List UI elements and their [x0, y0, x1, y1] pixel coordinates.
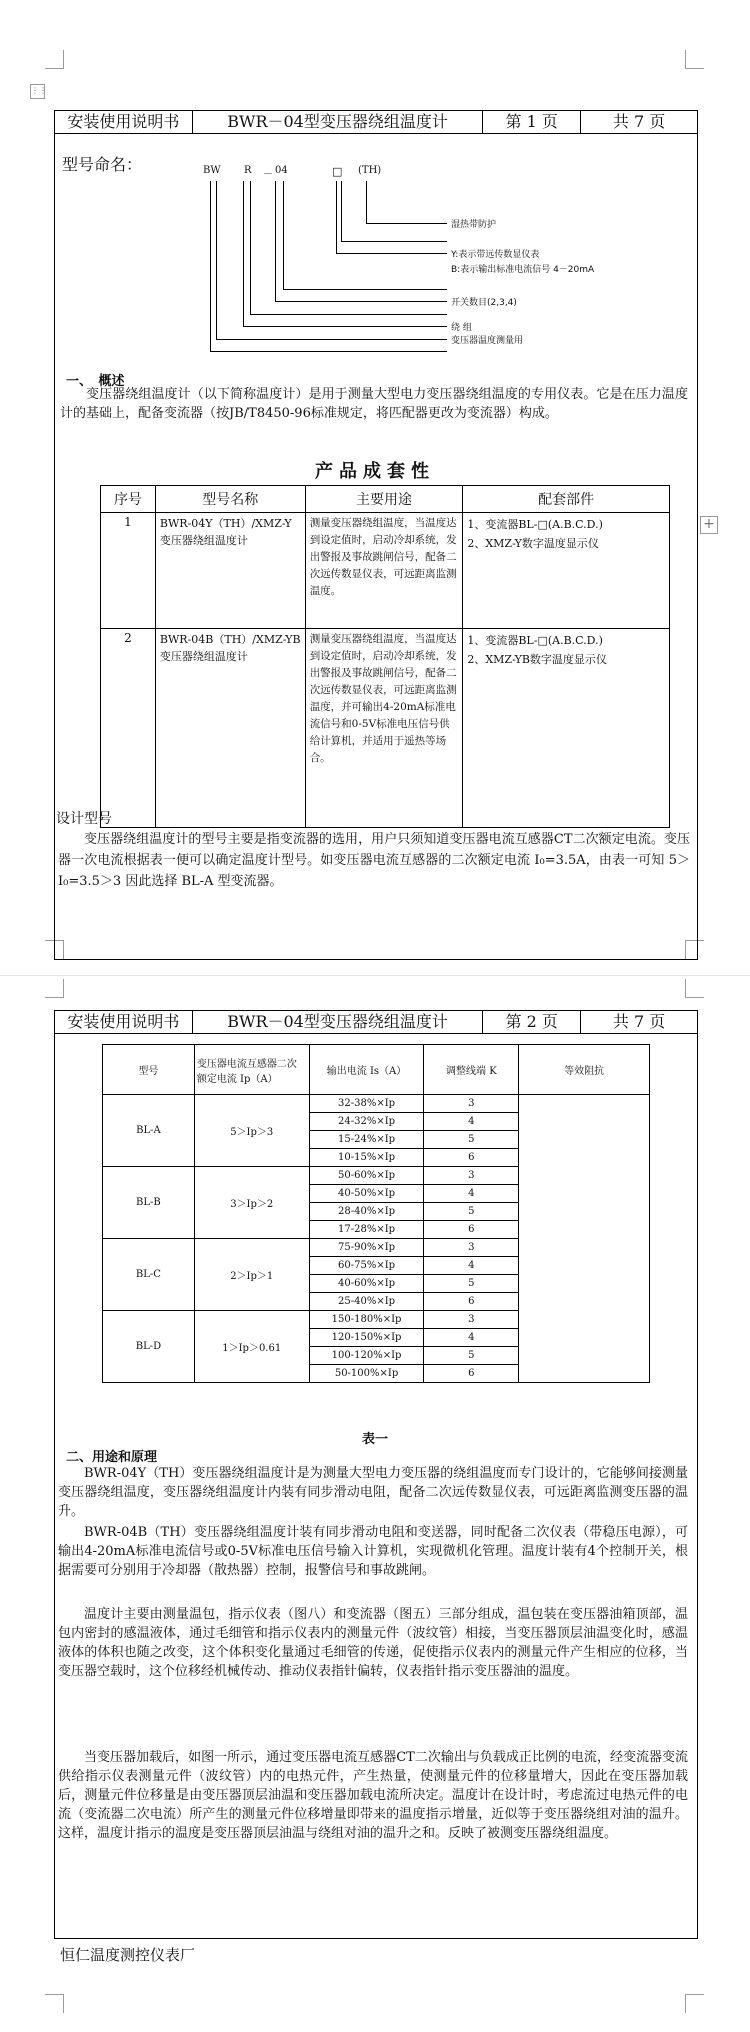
- output-cell: 40-50%×Ip: [309, 1185, 424, 1203]
- output-cell: 75-90%×Ip: [309, 1239, 424, 1257]
- page-total: 共 7 页: [612, 112, 666, 131]
- section2-para2: BWR-04B（TH）变压器绕组温度计装有同步滑动电阻和变送器，同时配备二次仪表（带稳压电源），可输出4-20mA标准电流信号或0-5V标准电压信号输入计算机，实现微机化管理。温度计装有4个控制开关，根据需要可分别用于冷却器（散热器）控制，报警信号和事故跳闸。: [58, 1525, 688, 1578]
- tree-line: [210, 351, 447, 353]
- add-row-button[interactable]: +: [700, 516, 718, 534]
- row-name: BWR-04B（TH）/XMZ-YB变压器绕组温度计: [155, 629, 305, 828]
- col-ct-current: 变压器电流互感器二次额定电流 Ip（A）: [194, 1045, 309, 1095]
- page-header: [54, 1010, 698, 1034]
- terminal-cell: 3: [424, 1167, 519, 1185]
- products-table: [100, 485, 670, 828]
- range-cell: 3＞Ip＞2: [194, 1167, 309, 1239]
- output-cell: 17-28%×Ip: [309, 1221, 424, 1239]
- page-number: 第 2 页: [483, 1011, 581, 1033]
- output-cell: 60-75%×Ip: [309, 1257, 424, 1275]
- product-title: BWR－04型变压器绕组温度计: [193, 1011, 484, 1033]
- range-cell: 2＞Ip＞1: [194, 1239, 309, 1311]
- output-cell: 50-100%×Ip: [309, 1365, 424, 1383]
- code-04: 04: [275, 165, 288, 176]
- tree-line: [341, 181, 344, 241]
- part-item: 1、变流器BL-□(A.B.C.D.): [467, 518, 603, 531]
- page-corner-mark: [685, 1994, 704, 2013]
- code-bw: BW: [203, 165, 221, 176]
- terminal-cell: 4: [424, 1257, 519, 1275]
- col-use: 主要用途: [305, 486, 463, 513]
- code-th: (TH): [358, 165, 382, 176]
- col-terminal: 调整线端 K: [424, 1045, 519, 1095]
- page-corner-mark: [45, 979, 64, 998]
- range-cell: 1＞Ip＞0.61: [194, 1311, 309, 1383]
- terminal-cell: 6: [424, 1365, 519, 1383]
- note-temperature: 变压器温度测量用: [451, 336, 524, 346]
- output-cell: 150-180%×Ip: [309, 1311, 424, 1329]
- code-dash: －: [263, 169, 273, 180]
- tree-line: [366, 181, 369, 223]
- model-cell: BL-A: [103, 1095, 195, 1167]
- product-title: BWR－04型变压器绕组温度计: [193, 111, 484, 133]
- row-use: 测量变压器绕组温度，当温度达到设定值时，启动冷却系统，发出警报及事故跳闸信号，配备二次远传数显仪表，可远距离监测温度。: [305, 513, 463, 629]
- row-parts: [463, 629, 670, 828]
- section2-para4: 当变压器加载后，如图一所示，通过变压器电流互感器CT二次输出与负载成正比例的电流，经变流器变流供给指示仪表测量元件（波纹管）内的电热元件，产生热量，使测量元件的位移量增大，因此在变压器加载后，测量元件位移量是由变压器顶层油温和变压器加载电流所决定。温度计在设计时，考虑流过电热元件的电流（变流器二次电流）所产生的测量元件位移增量即带来的温度指示增量，近似等于变压器绕组对油的温升。这样，温度计指示的温度是变压器顶层油温与绕组对油的温升之和。反映了被测变压器绕组温度。: [58, 1750, 688, 1841]
- row-name: BWR-04Y（TH）/XMZ-Y变压器绕组温度计: [155, 513, 305, 629]
- page-corner-mark: [685, 50, 704, 69]
- terminal-cell: 4: [424, 1185, 519, 1203]
- tree-line: [250, 314, 447, 316]
- range-cell: 5＞Ip＞3: [194, 1095, 309, 1167]
- terminal-cell: 5: [424, 1131, 519, 1149]
- row-parts: [463, 513, 670, 629]
- terminal-cell: 5: [424, 1203, 519, 1221]
- output-cell: 100-120%×Ip: [309, 1347, 424, 1365]
- table-header-row: [103, 1045, 650, 1095]
- row-no: 1: [101, 513, 156, 629]
- table-row: [101, 629, 670, 828]
- col-impedance: 等效阻抗: [519, 1045, 650, 1095]
- output-cell: 32-38%×Ip: [309, 1095, 424, 1113]
- tree-line: [283, 181, 286, 289]
- table-row: [103, 1095, 650, 1113]
- section2-para3: 温度计主要由测量温包，指示仪表（图八）和变流器（图五）三部分组成，温包装在变压器油箱顶部，温包内密封的感温液体，通过毛细管和指示仪表内的测量元件（波纹管）相接，当变压器顶层油温变化时，感温液体的体积也随之改变，这个体积变化量通过毛细管的传递，促使指示仪表内的测量元件产生相应的位移，当变压器空载时，这个位移经机械传动、推动仪表指针偏转，仪表指针指示变压器油的温度。: [58, 1607, 688, 1679]
- terminal-cell: 3: [424, 1239, 519, 1257]
- note-tropical: 湿热带防护: [451, 220, 497, 230]
- page-number: 第 1 页: [483, 111, 581, 133]
- tree-line: [341, 241, 447, 243]
- page-corner-mark: [45, 50, 64, 69]
- output-cell: 40-60%×Ip: [309, 1275, 424, 1293]
- part-item: 2、XMZ-YB数字温度显示仪: [467, 653, 607, 666]
- model-cell: BL-B: [103, 1167, 195, 1239]
- table-caption: 表一: [361, 1432, 388, 1447]
- table-header-row: [101, 486, 670, 513]
- code-r: R: [244, 165, 252, 176]
- note-y: Y:表示带远传数显仪表: [451, 250, 540, 260]
- tree-line: [275, 301, 447, 303]
- section1-text: 变压器绕组温度计（以下简称温度计）是用于测量大型电力变压器绕组温度的专用仪表。它是在压力温度计的基础上，配备变流器（按JB/T8450-96标准规定，将匹配器更改为变流器）构成。: [60, 387, 688, 421]
- model-cell: BL-D: [103, 1311, 195, 1383]
- tree-line: [336, 181, 339, 253]
- table-row: [101, 513, 670, 629]
- output-cell: 25-40%×Ip: [309, 1293, 424, 1311]
- terminal-cell: 3: [424, 1095, 519, 1113]
- document-page-2: [0, 975, 750, 2032]
- note-winding: 绕 组: [451, 323, 472, 333]
- tree-line: [216, 339, 447, 341]
- terminal-cell: 4: [424, 1329, 519, 1347]
- page-total: 共 7 页: [612, 1012, 666, 1031]
- table-move-handle-icon[interactable]: ⋮⋮: [30, 84, 45, 99]
- products-table-title: 产品成套性: [315, 461, 435, 482]
- note-b: B:表示输出标准电流信号 4－20mA: [451, 265, 595, 275]
- terminal-cell: 6: [424, 1293, 519, 1311]
- tree-line: [250, 181, 253, 314]
- section1-heading: 一、 概述: [66, 374, 125, 389]
- document-page-1: [0, 0, 750, 975]
- output-cell: 50-60%×Ip: [309, 1167, 424, 1185]
- terminal-cell: 5: [424, 1347, 519, 1365]
- page-corner-mark: [45, 1994, 64, 2013]
- naming-label: 型号命名：: [62, 155, 143, 174]
- page-header: [54, 110, 698, 134]
- company-footer: 恒仁温度测控仪表厂: [60, 1946, 196, 1964]
- manual-title: 安装使用说明书: [55, 111, 193, 133]
- tree-line: [210, 181, 213, 351]
- terminal-cell: 6: [424, 1221, 519, 1239]
- output-cell: 10-15%×Ip: [309, 1149, 424, 1167]
- design-text: 变压器绕组温度计的型号主要是指变流器的选用，用户只须知道变压器电流互感器CT二次额定电流。变压器一次电流根据表一便可以确定温度计型号。如变压器电流互感器的二次额定电流 I₀=3.5A，由表一可知 5＞I₀=3.5＞3 因此选择 BL-A 型变流器。: [58, 832, 690, 889]
- note-switch-count: 开关数目(2,3,4): [451, 298, 517, 308]
- terminal-cell: 6: [424, 1149, 519, 1167]
- col-no: 序号: [101, 486, 156, 513]
- part-item: 1、变流器BL-□(A.B.C.D.): [467, 634, 603, 647]
- terminal-cell: 3: [424, 1311, 519, 1329]
- output-cell: 120-150%×Ip: [309, 1329, 424, 1347]
- code-box: □: [332, 165, 343, 178]
- design-label: 设计型号: [56, 811, 112, 827]
- col-model: 型号: [103, 1045, 195, 1095]
- current-table: [102, 1044, 650, 1383]
- col-output: 输出电流 Is（A）: [309, 1045, 424, 1095]
- row-use: 测量变压器绕组温度，当温度达到设定值时，启动冷却系统，发出警报及事故跳闸信号，配备二次远传数显仪表，可远距离监测温度，并可输出4-20mA标准电流信号和0-5V标准电压信号供给计算机，并适用于遥热等场合。: [305, 629, 463, 828]
- model-cell: BL-C: [103, 1239, 195, 1311]
- manual-title: 安装使用说明书: [55, 1011, 193, 1033]
- tree-line: [336, 253, 447, 255]
- part-item: 2、XMZ-Y数字温度显示仪: [467, 537, 599, 550]
- col-parts: 配套部件: [463, 486, 670, 513]
- tree-line: [366, 223, 447, 225]
- output-cell: 15-24%×Ip: [309, 1131, 424, 1149]
- tree-line: [243, 326, 447, 328]
- tree-line: [275, 181, 278, 301]
- impedance-cell: [519, 1095, 650, 1383]
- output-cell: 28-40%×Ip: [309, 1203, 424, 1221]
- tree-line: [216, 181, 219, 339]
- tree-line: [243, 181, 246, 326]
- section2-para1: BWR-04Y（TH）变压器绕组温度计是为测量大型电力变压器的绕组温度而专门设计的，它能够间接测量变压器绕组温度，变压器绕组温度计内装有同步滑动电阻，配备二次远传数显仪表，可远距离监测变压器的温升。: [58, 1466, 688, 1519]
- tree-line: [283, 289, 447, 291]
- row-no: 2: [101, 629, 156, 828]
- terminal-cell: 4: [424, 1113, 519, 1131]
- page-corner-mark: [685, 979, 704, 998]
- output-cell: 24-32%×Ip: [309, 1113, 424, 1131]
- section2-heading: 二、用途和原理: [66, 1450, 158, 1465]
- terminal-cell: 5: [424, 1275, 519, 1293]
- col-name: 型号名称: [155, 486, 305, 513]
